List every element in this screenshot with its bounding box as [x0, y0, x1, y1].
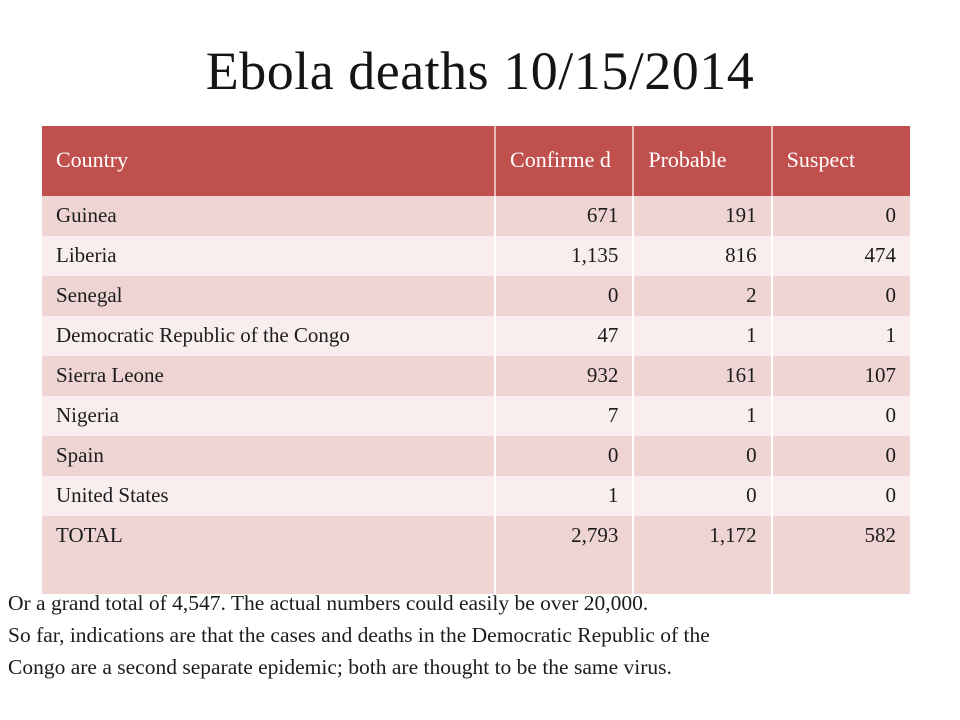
cell-suspect: 0: [885, 443, 896, 467]
table-row: [42, 196, 910, 236]
page-title: Ebola deaths 10/15/2014: [205, 41, 755, 101]
column-header-suspect: Suspect: [772, 126, 910, 196]
cell-suspect: 0: [885, 283, 896, 307]
cell-probable: 191: [633, 196, 771, 236]
table-row: [42, 476, 910, 516]
ebola-deaths-table: [42, 126, 910, 594]
cell-probable: 0: [633, 476, 771, 516]
cell-probable: 1,172: [633, 516, 771, 594]
cell-probable: 161: [633, 356, 771, 396]
cell-confirmed: 671: [495, 196, 633, 236]
cell-confirmed: 2,793: [495, 516, 633, 594]
table-row-total: [42, 516, 910, 594]
cell-suspect: 582: [864, 523, 896, 547]
cell-suspect: 474: [864, 243, 896, 267]
footnote-line-3: Congo are a second separate epidemic; both are thought to be the same virus.: [8, 655, 672, 680]
cell-suspect: 0: [885, 203, 896, 227]
cell-probable: 2: [633, 276, 771, 316]
table-row: [42, 396, 910, 436]
table-row: [42, 236, 910, 276]
cell-suspect: 1: [885, 323, 896, 347]
cell-confirmed: 932: [495, 356, 633, 396]
cell-country: Sierra Leone: [42, 356, 495, 396]
cell-country: Liberia: [42, 236, 495, 276]
footnote: [8, 588, 948, 685]
cell-country: TOTAL: [42, 516, 495, 594]
cell-suspect: 0: [885, 483, 896, 507]
cell-country: Senegal: [42, 276, 495, 316]
cell-probable: 816: [633, 236, 771, 276]
cell-probable: 0: [633, 436, 771, 476]
cell-suspect: 107: [864, 363, 896, 387]
table-row: [42, 316, 910, 356]
table-row: [42, 276, 910, 316]
cell-confirmed: 0: [495, 276, 633, 316]
column-header-confirmed: Confirme d: [495, 126, 633, 196]
cell-confirmed: 1: [495, 476, 633, 516]
cell-country: Guinea: [42, 196, 495, 236]
cell-country: Nigeria: [42, 396, 495, 436]
cell-confirmed: 7: [495, 396, 633, 436]
cell-country: Spain: [42, 436, 495, 476]
table-header: [42, 126, 910, 196]
footnote-line-1: Or a grand total of 4,547. The actual numbers could easily be over 20,000.: [8, 591, 649, 615]
table-row: [42, 436, 910, 476]
ebola-deaths-table-container: [42, 126, 910, 594]
column-header-country: Country: [42, 126, 495, 196]
cell-country: Democratic Republic of the Congo: [42, 316, 495, 356]
footnote-line-2: So far, indications are that the cases and deaths in the Democratic Republic of the: [8, 623, 710, 648]
cell-suspect: 0: [885, 403, 896, 427]
table-row: [42, 356, 910, 396]
column-header-probable: Probable: [633, 126, 771, 196]
table-body: [42, 196, 910, 594]
cell-confirmed: 47: [495, 316, 633, 356]
cell-probable: 1: [633, 316, 771, 356]
cell-confirmed: 0: [495, 436, 633, 476]
cell-confirmed: 1,135: [495, 236, 633, 276]
table-header-row: [42, 126, 910, 196]
cell-probable: 1: [633, 396, 771, 436]
cell-country: United States: [42, 476, 495, 516]
